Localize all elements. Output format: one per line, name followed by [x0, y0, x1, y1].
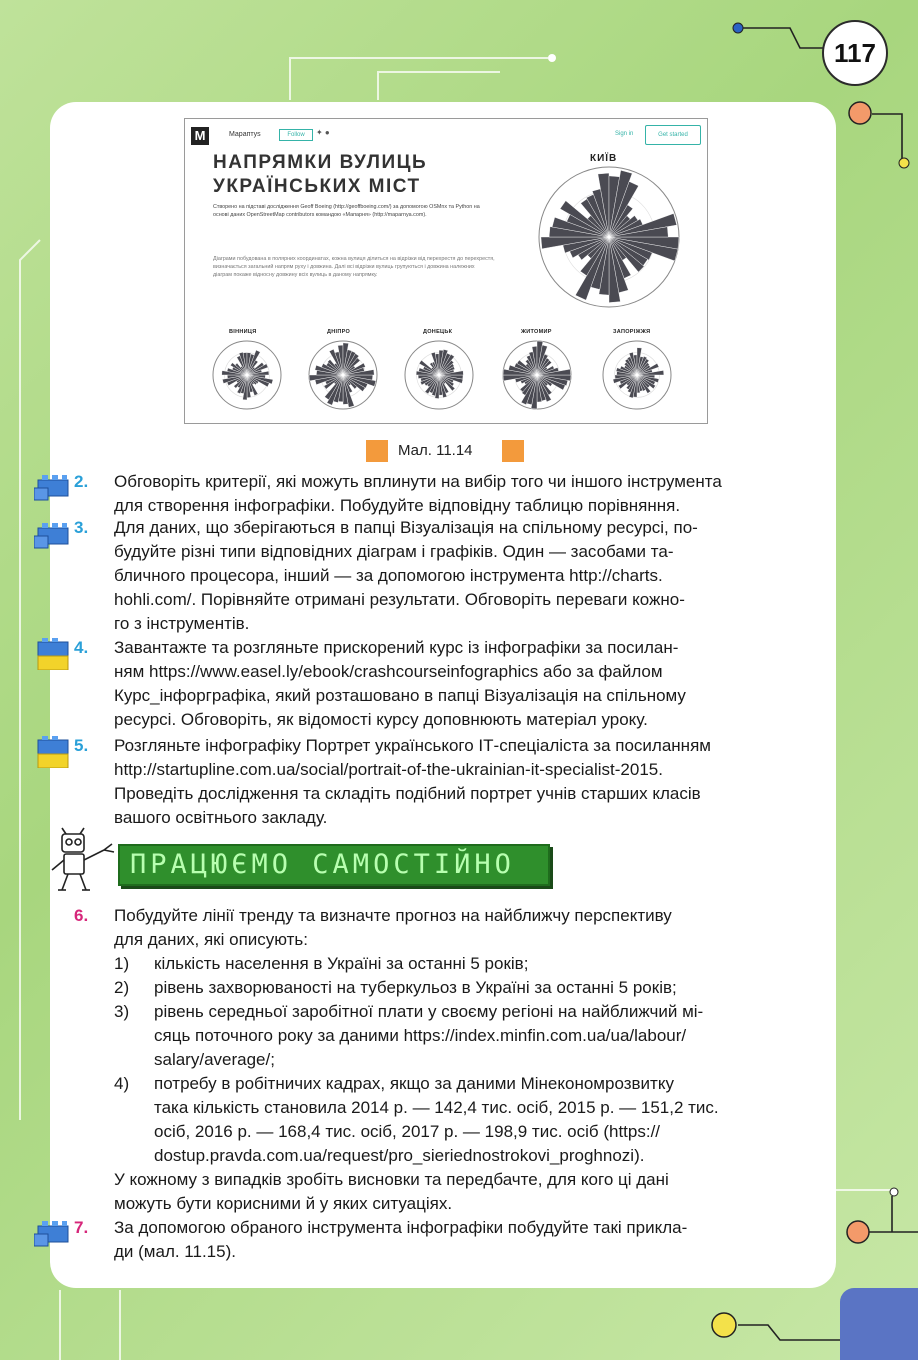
follow-button[interactable]: Follow: [279, 129, 313, 141]
task-3-text: Для даних, що зберігаються в папці Візуалізація на спільному ресурсі, по- будуйте різні типи відповідних діаграм і графіків. Один — засобами та- бличного процесора, інший — за допомогою інструмента http://charts. hohli.com/. Порівняйте отримані результати. Обговоріть переваги кожно- го з інструментів.: [114, 518, 698, 633]
caption-marker-left: [366, 440, 388, 462]
city-label-5: ЗАПОРІЖЖЯ: [613, 329, 651, 335]
city-label-3: ДОНЕЦЬК: [423, 329, 453, 335]
polar-chart-4: [499, 337, 575, 413]
task-number: 4.: [74, 638, 89, 657]
polar-chart-5: [599, 337, 675, 413]
lego-brick-icon: [34, 734, 72, 768]
section-banner: ПРАЦЮЄМО САМОСТІЙНО: [118, 844, 550, 886]
task-number: 7.: [74, 1218, 89, 1237]
lego-brick-icon: [34, 516, 72, 550]
lego-brick-icon: [34, 1214, 72, 1248]
figure-description: Створено на підставі дослідження Geoff Boeing (http://geoffboeing.com/) за допомогою OSMnx та Python на основі даних OpenStreetMap contributors командою «Мапарня» (http://maparnya.com).: [213, 204, 480, 218]
sub-item-number: 1): [114, 954, 130, 973]
task-6-text: Побудуйте лінії тренду та визначте прогноз на найближчу перспективу для даних, які описують:: [114, 906, 672, 949]
robot-icon: [48, 826, 120, 896]
polar-chart-2: [305, 337, 381, 413]
task-7-text: За допомогою обраного інструмента інфографіки побудуйте такі прикла- ди (мал. 11.15).: [114, 1218, 688, 1261]
polar-chart-1: [209, 337, 285, 413]
figure-description-2: Діаграми побудована в полярних координатах, кожна вулиця ділиться на відрізки від перехрестя до перехрестя, визначається загальний напрям руху і довжина. Далі всі відрізки вулиць групуються і довжина належних діаграм покаже відносну довжину всіх вулиць в даному напрямку.: [213, 256, 495, 278]
lego-brick-icon: [34, 468, 72, 502]
chapter-tab: [840, 1288, 918, 1360]
figure-title-line2: УКРАЇНСЬКИХ МІСТ: [213, 176, 421, 197]
task-number: 6.: [74, 906, 89, 925]
lego-brick-icon: [34, 636, 72, 670]
get-started-button[interactable]: Get started: [645, 125, 701, 145]
sub-item-number: 3): [114, 1002, 130, 1021]
sub-item-2: рівень захворюваності на туберкульоз в Україні за останні 5 років;: [154, 978, 677, 997]
city-label-4: ЖИТОМИР: [521, 329, 552, 335]
figure-caption: [366, 440, 526, 462]
task-2-text: Обговоріть критерії, які можуть вплинути на вибір того чи іншого інструмента для створення інфографіки. Побудуйте відповідну таблицю порівняння.: [114, 472, 722, 515]
sign-in-link[interactable]: Sign in: [615, 131, 634, 137]
sub-item-4: потребу в робітничих кадрах, якщо за даними Мінекономрозвитку така кількість становила 2014 р. — 142,4 тис. осіб, 2015 р. — 151,2 тис. осіб, 2016 р. — 168,4 тис. осіб, 2017 р. — 198,9 тис. осіб (https:// dostup.pravda.com.ua/request/pro_sieriednostrokovi_proghnozi).: [154, 1074, 719, 1165]
task-number: 3.: [74, 518, 89, 537]
site-logo: M: [191, 127, 209, 145]
task-5-text: Розгляньте інфографіку Портрет українського ІТ-спеціаліста за посиланням http://startupline.com.ua/social/portrait-of-the-ukrainian-it-specialist-2015. Проведіть дослідження та складіть подібний портрет учнів старших класів вашого освітнього закладу.: [114, 736, 711, 827]
kyiv-polar-chart: [535, 163, 683, 311]
figure-screenshot: [184, 118, 708, 424]
city-label-2: ДНІПРО: [327, 329, 351, 335]
site-brand: Мараптуs: [229, 131, 261, 138]
task-number: 5.: [74, 736, 89, 755]
city-label-1: ВІННИЦЯ: [229, 329, 257, 335]
figure-title: [213, 151, 483, 199]
caption-marker-right: [502, 440, 524, 462]
caption-text: Мал. 11.14: [398, 442, 473, 459]
figure-title-line1: НАПРЯМКИ ВУЛИЦЬ: [213, 152, 428, 173]
task-4-text: Завантажте та розгляньте прискорений курс із інфографіки за посилан- ням https://www.easel.ly/ebook/crashcourseinfographics або за файлом Курс_інфорграфіка, який розташовано в папці Візуалізація на спільному ресурсі. Обговоріть, як відомості курсу доповнюють матеріал уроку.: [114, 638, 686, 729]
polar-chart-3: [401, 337, 477, 413]
task-number: 2.: [74, 472, 89, 491]
sub-item-1: кількість населення в Україні за останні 5 років;: [154, 954, 529, 973]
main-city-label: КИЇВ: [590, 153, 618, 164]
sub-item-number: 4): [114, 1074, 130, 1093]
page-number: 117: [822, 20, 888, 86]
social-icons[interactable]: ✦ ●: [316, 128, 330, 137]
sub-item-3: рівень середньої заробітної плати у своєму регіоні на найближчий мі- сяць поточного року за даними https://index.minfin.com.ua/ua/labour/ salary/average/;: [154, 1002, 704, 1069]
task-6-conclusion: У кожному з випадків зробіть висновки та передбачте, для кого ці дані можуть бути корисними й у яких ситуаціях.: [114, 1170, 669, 1213]
sub-item-number: 2): [114, 978, 130, 997]
